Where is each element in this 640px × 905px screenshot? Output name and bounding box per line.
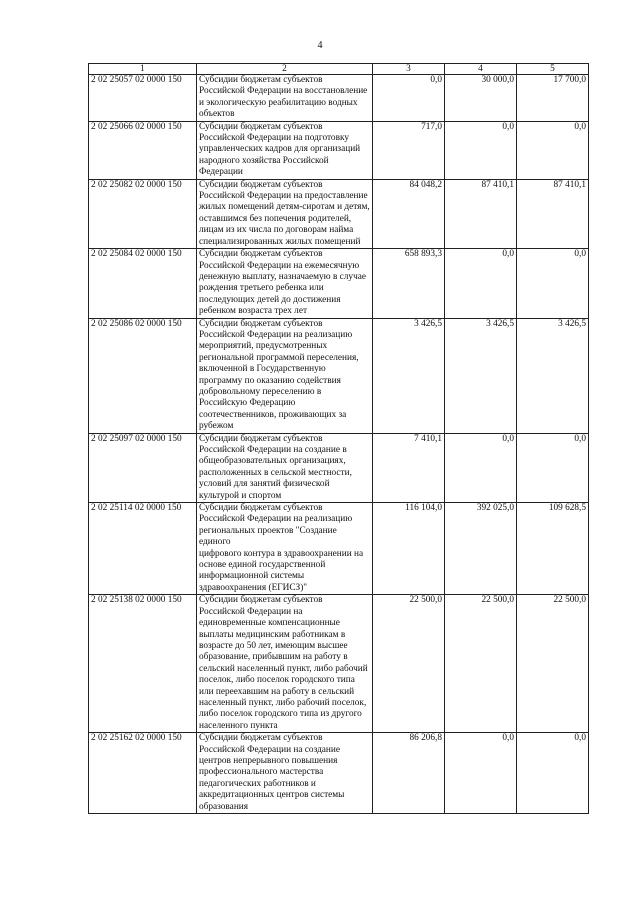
description-line: управленческих кадров для организаций [199, 144, 361, 155]
description-line: объектов [199, 109, 235, 120]
description-line: народного хозяйства Российской [199, 155, 329, 166]
description-line: Российской Федерации на реализацию [199, 514, 353, 525]
table-row [89, 75, 589, 122]
description-line: образование, прибывшим на работу в [199, 652, 348, 663]
budget-code: 2 02 25162 02 0000 150 [89, 733, 197, 814]
header-row [89, 64, 589, 75]
header-col-1: 1 [89, 64, 197, 75]
description-line: Субсидии бюджетам субъектов [199, 249, 323, 260]
amount-col-5: 0,0 [517, 433, 589, 502]
budget-code: 2 02 25138 02 0000 150 [89, 595, 197, 733]
amount-col-3: 7 410,1 [373, 433, 445, 502]
description-line: центров непрерывного повышения [199, 755, 338, 766]
description-line: единовременные компенсационные [199, 618, 340, 629]
row-description [197, 433, 373, 502]
amount-col-3: 116 104,0 [373, 503, 445, 595]
budget-code: 2 02 25082 02 0000 150 [89, 179, 197, 248]
amount-col-3: 717,0 [373, 121, 445, 179]
description-line: цифрового контура в здравоохранении на [199, 548, 364, 559]
description-line: добровольному переселению в [199, 386, 322, 397]
description-line: Субсидии бюджетам субъектов [199, 121, 323, 132]
table-row [89, 179, 589, 248]
page-number: 4 [317, 40, 323, 51]
description-line: культурой и спортом [199, 490, 282, 501]
description-line: профессионального мастерства [199, 767, 324, 778]
description-line: Субсидии бюджетам субъектов [199, 733, 323, 744]
amount-col-3: 22 500,0 [373, 595, 445, 733]
amount-col-3: 0,0 [373, 75, 445, 122]
table-row [89, 595, 589, 733]
amount-col-4: 87 410,1 [445, 179, 517, 248]
description-line: Субсидии бюджетам субъектов [199, 75, 323, 85]
row-description [197, 75, 373, 122]
description-line: поселок, либо поселок городского типа [199, 675, 355, 686]
row-description [197, 249, 373, 318]
amount-col-3: 3 426,5 [373, 318, 445, 433]
description-line: Российской Федерации на реализацию [199, 329, 353, 340]
description-line: специализированных жилых помещений [199, 236, 361, 247]
description-line: расположенных в сельской местности, [199, 467, 352, 478]
description-line: либо поселок городского типа из другого [199, 709, 362, 720]
description-line: Российской Федерации на ежемесячную [199, 260, 360, 271]
amount-col-5: 0,0 [517, 249, 589, 318]
header-col-5: 5 [517, 64, 589, 75]
amount-col-4: 0,0 [445, 121, 517, 179]
description-line: Субсидии бюджетам субъектов [199, 433, 323, 444]
description-line: Субсидии бюджетам субъектов [199, 318, 323, 329]
description-line: ребенком возраста трех лет [199, 306, 308, 317]
budget-code: 2 02 25057 02 0000 150 [89, 75, 197, 122]
amount-col-5: 22 500,0 [517, 595, 589, 733]
row-description [197, 179, 373, 248]
description-line: соотечественников, проживающих за [199, 409, 347, 420]
amount-col-4: 0,0 [445, 249, 517, 318]
budget-table [88, 63, 589, 814]
amount-col-4: 22 500,0 [445, 595, 517, 733]
description-line: Российскую Федерацию [199, 398, 296, 409]
description-line: выплаты медицинским работникам в [199, 629, 346, 640]
budget-code: 2 02 25114 02 0000 150 [89, 503, 197, 595]
description-line: населенный пункт, либо рабочий поселок, [199, 697, 367, 708]
table-header [89, 64, 589, 75]
amount-col-5: 87 410,1 [517, 179, 589, 248]
table-row [89, 433, 589, 502]
description-line: Российской Федерации на создание в [199, 445, 347, 455]
table-body [89, 75, 589, 814]
description-line: мероприятий, предусмотренных [199, 341, 328, 352]
description-line: Российской Федерации на создание [199, 744, 341, 755]
budget-code: 2 02 25066 02 0000 150 [89, 121, 197, 179]
amount-col-3: 658 893,3 [373, 249, 445, 318]
header-col-4: 4 [445, 64, 517, 75]
description-line: педагогических работников и [199, 778, 316, 789]
description-line: Субсидии бюджетам субъектов [199, 503, 323, 514]
amount-col-3: 86 206,8 [373, 733, 445, 814]
row-description [197, 733, 373, 814]
description-line: программу по оказанию содействия [199, 375, 341, 386]
description-line: образования [199, 801, 249, 812]
amount-col-5: 3 426,5 [517, 318, 589, 433]
description-line: аккредитационных центров системы [199, 790, 345, 801]
table-row [89, 733, 589, 814]
description-line: денежную выплату, назначаемую в случае [199, 271, 367, 282]
header-col-3: 3 [373, 64, 445, 75]
row-description [197, 318, 373, 433]
description-line: включенной в Государственную [199, 364, 326, 375]
description-line: рождения третьего ребенка или [199, 283, 324, 294]
description-line: лицам из их числа по договорам найма [199, 225, 354, 236]
description-line: Российской Федерации на предоставление [199, 191, 368, 202]
description-line: сельский населенный пункт, либо рабочий [199, 663, 368, 674]
description-line: основе единой государственной [199, 560, 326, 571]
description-line: Российской Федерации на [199, 606, 303, 617]
description-line: возрасте до 50 лет, имеющим высшее [199, 640, 348, 651]
amount-col-5: 0,0 [517, 733, 589, 814]
amount-col-4: 392 025,0 [445, 503, 517, 595]
description-line: общеобразовательных организациях, [199, 456, 346, 467]
budget-code: 2 02 25097 02 0000 150 [89, 433, 197, 502]
description-line: рубежом [199, 421, 234, 432]
amount-col-4: 0,0 [445, 733, 517, 814]
description-line: Субсидии бюджетам субъектов [199, 179, 323, 190]
description-line: Российской Федерации на подготовку [199, 133, 350, 144]
budget-code: 2 02 25084 02 0000 150 [89, 249, 197, 318]
description-line: Федерации [199, 167, 243, 178]
amount-col-4: 0,0 [445, 433, 517, 502]
description-line: Российской Федерации на восстановление [199, 86, 368, 97]
budget-code: 2 02 25086 02 0000 150 [89, 318, 197, 433]
table-row [89, 249, 589, 318]
description-line: здравоохранения (ЕГИСЗ)" [199, 582, 308, 593]
description-line: населенного пункта [199, 720, 278, 731]
row-description [197, 595, 373, 733]
description-line: оставшимся без попечения родителей, [199, 213, 352, 224]
description-line: условий для занятий физической [199, 479, 330, 490]
row-description [197, 503, 373, 595]
description-line: Субсидии бюджетам субъектов [199, 595, 323, 606]
description-line: региональных проектов "Создание единого [199, 525, 337, 548]
amount-col-5: 17 700,0 [517, 75, 589, 122]
table-row [89, 121, 589, 179]
description-line: информационной системы [199, 571, 305, 582]
description-line: последующих детей до достижения [199, 294, 341, 305]
description-line: региональной программой переселения, [199, 352, 359, 363]
table-row [89, 318, 589, 433]
amount-col-5: 109 628,5 [517, 503, 589, 595]
amount-col-4: 30 000,0 [445, 75, 517, 122]
description-line: и экологическую реабилитацию водных [199, 97, 358, 108]
header-col-2: 2 [197, 64, 373, 75]
description-line: или переехавшим на работу в сельский [199, 686, 355, 697]
row-description [197, 121, 373, 179]
amount-col-5: 0,0 [517, 121, 589, 179]
amount-col-3: 84 048,2 [373, 179, 445, 248]
amount-col-4: 3 426,5 [445, 318, 517, 433]
description-line: жилых помещений детям-сиротам и детям, [199, 202, 370, 213]
table-row [89, 503, 589, 595]
